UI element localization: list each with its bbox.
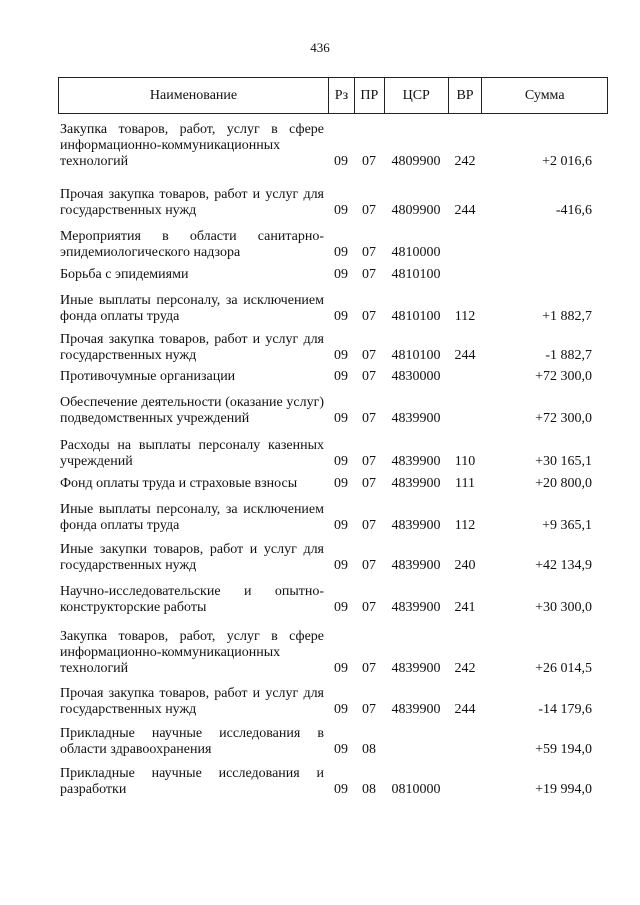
table-row (58, 267, 608, 283)
table-row (58, 187, 608, 219)
row-csr: 4839900 (391, 454, 441, 469)
row-csr: 4839900 (391, 518, 441, 533)
row-vr: 112 (454, 309, 476, 324)
row-csr: 4810100 (391, 348, 441, 363)
table-header (58, 77, 608, 114)
row-name: Прочая закупка товаров, работ и услуг для государственных нужд (60, 686, 324, 717)
row-vr: 240 (454, 558, 476, 573)
table-body (58, 114, 608, 798)
row-name: Иные выплаты персоналу, за исключением фонда оплаты труда (60, 502, 324, 533)
row-rz: 09 (334, 558, 348, 573)
row-name: Борьба с эпидемиями (60, 267, 189, 282)
table-row (58, 332, 608, 364)
table-row (58, 686, 608, 718)
row-csr: 4839900 (391, 600, 441, 615)
row-name: Научно-исследовательские и опытно-конструкторские работы (60, 584, 324, 615)
row-vr: 111 (455, 476, 475, 491)
table-row (58, 395, 608, 427)
row-csr: 4830000 (391, 369, 441, 384)
row-rz: 09 (334, 348, 348, 363)
table-row (58, 293, 608, 325)
row-sum: -14 179,6 (538, 702, 592, 717)
row-name: Прикладные научные исследования и разработки (60, 766, 324, 797)
row-pr: 07 (362, 245, 376, 260)
header-vr: ВР (448, 78, 482, 113)
row-rz: 09 (334, 245, 348, 260)
table-row (58, 122, 608, 170)
row-pr: 07 (362, 369, 376, 384)
row-sum: +42 134,9 (535, 558, 592, 573)
row-rz: 09 (334, 154, 348, 169)
row-csr: 4809900 (391, 203, 441, 218)
row-pr: 07 (362, 411, 376, 426)
row-vr: 244 (454, 203, 476, 218)
row-pr: 07 (362, 154, 376, 169)
row-name: Расходы на выплаты персоналу казенных учреждений (60, 438, 324, 469)
row-pr: 07 (362, 267, 376, 282)
row-name: Прочая закупка товаров, работ и услуг для государственных нужд (60, 332, 324, 363)
row-sum: +59 194,0 (535, 742, 592, 757)
row-sum: +2 016,6 (542, 154, 592, 169)
page-number: 436 (310, 40, 330, 55)
row-pr: 07 (362, 309, 376, 324)
row-rz: 09 (334, 476, 348, 491)
row-sum: -416,6 (555, 203, 592, 218)
row-pr: 07 (362, 454, 376, 469)
row-name: Противочумные организации (60, 369, 236, 384)
row-name: Мероприятия в области санитарно-эпидемиологического надзора (60, 229, 324, 260)
table-row (58, 629, 608, 677)
row-rz: 09 (334, 369, 348, 384)
row-csr: 0810000 (391, 782, 441, 797)
header-sum: Сумма (481, 78, 607, 113)
row-rz: 09 (334, 782, 348, 797)
row-pr: 07 (362, 203, 376, 218)
row-name: Иные закупки товаров, работ и услуг для государственных нужд (60, 542, 324, 573)
table-row (58, 766, 608, 798)
row-name: Прикладные научные исследования в области здравоохранения (60, 726, 324, 757)
table-row (58, 476, 608, 492)
row-sum: +72 300,0 (535, 411, 592, 426)
row-sum: +19 994,0 (535, 782, 592, 797)
row-vr: 110 (454, 454, 476, 469)
header-csr: ЦСР (384, 78, 448, 113)
row-name: Фонд оплаты труда и страховые взносы (60, 476, 298, 491)
row-csr: 4839900 (391, 661, 441, 676)
header-rz: Рз (328, 78, 354, 113)
row-pr: 08 (362, 742, 376, 757)
table-row (58, 584, 608, 616)
row-pr: 07 (362, 518, 376, 533)
table-row (58, 542, 608, 574)
table-row (58, 369, 608, 385)
row-sum: +30 165,1 (535, 454, 592, 469)
row-sum: +20 800,0 (535, 476, 592, 491)
row-sum: +72 300,0 (535, 369, 592, 384)
row-pr: 07 (362, 661, 376, 676)
row-csr: 4810100 (391, 309, 441, 324)
row-csr: 4810000 (391, 245, 441, 260)
row-sum: +30 300,0 (535, 600, 592, 615)
row-rz: 09 (334, 742, 348, 757)
row-rz: 09 (334, 309, 348, 324)
row-rz: 09 (334, 518, 348, 533)
row-name: Закупка товаров, работ, услуг в сфере информационно-коммуникационных технологий (60, 122, 324, 169)
row-name: Прочая закупка товаров, работ и услуг для государственных нужд (60, 187, 324, 218)
table-row (58, 438, 608, 470)
row-name: Закупка товаров, работ, услуг в сфере информационно-коммуникационных технологий (60, 629, 324, 676)
row-vr: 244 (454, 702, 476, 717)
row-vr: 112 (454, 518, 476, 533)
row-csr: 4839900 (391, 558, 441, 573)
row-sum: +26 014,5 (535, 661, 592, 676)
row-vr: 244 (454, 348, 476, 363)
row-sum: +9 365,1 (542, 518, 592, 533)
row-pr: 07 (362, 600, 376, 615)
table-row (58, 502, 608, 534)
row-rz: 09 (334, 411, 348, 426)
row-vr: 242 (454, 154, 476, 169)
row-rz: 09 (334, 600, 348, 615)
header-name: Наименование (149, 87, 238, 103)
row-pr: 07 (362, 702, 376, 717)
row-pr: 07 (362, 348, 376, 363)
row-pr: 07 (362, 558, 376, 573)
row-rz: 09 (334, 454, 348, 469)
row-rz: 09 (334, 203, 348, 218)
row-vr: 241 (454, 600, 476, 615)
row-name: Обеспечение деятельности (оказание услуг) подведомственных учреждений (60, 395, 324, 426)
row-sum: +1 882,7 (542, 309, 592, 324)
row-csr: 4839900 (391, 411, 441, 426)
row-rz: 09 (334, 661, 348, 676)
row-rz: 09 (334, 267, 348, 282)
row-csr: 4809900 (391, 154, 441, 169)
row-csr: 4810100 (391, 267, 441, 282)
row-name: Иные выплаты персоналу, за исключением фонда оплаты труда (60, 293, 324, 324)
row-sum: -1 882,7 (545, 348, 592, 363)
row-pr: 07 (362, 476, 376, 491)
row-csr: 4839900 (391, 476, 441, 491)
table-row (58, 229, 608, 261)
row-csr: 4839900 (391, 702, 441, 717)
table-row (58, 726, 608, 758)
row-vr: 242 (454, 661, 476, 676)
header-pr: ПР (354, 78, 384, 113)
row-pr: 08 (362, 782, 376, 797)
row-rz: 09 (334, 702, 348, 717)
